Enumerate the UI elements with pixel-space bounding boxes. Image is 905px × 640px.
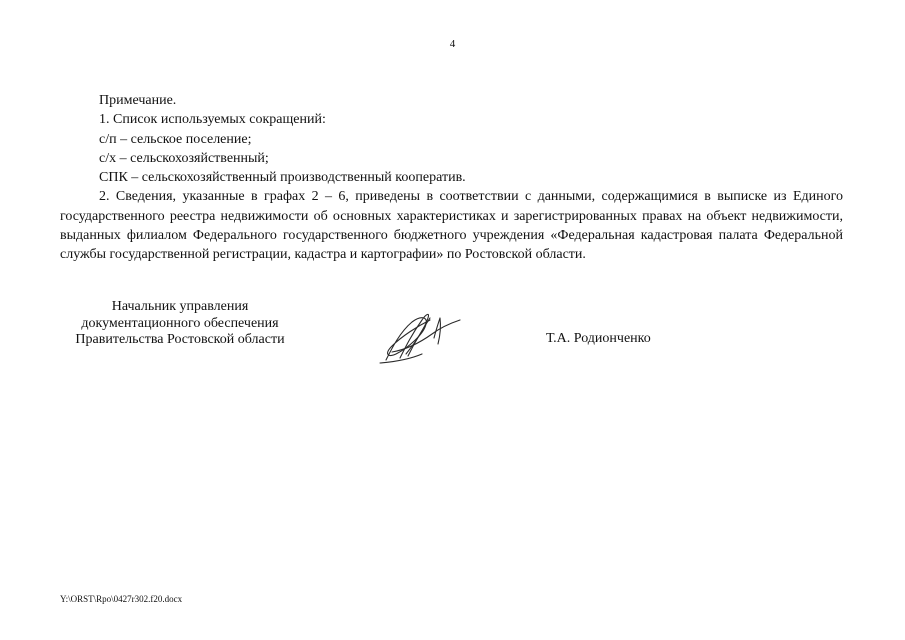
page-number: 4 <box>449 38 456 50</box>
position-line: Правительства Ростовской области <box>75 332 285 347</box>
position-line: Начальник управления <box>111 299 249 314</box>
abbreviation-item: с/х – сельскохозяйственный; <box>99 150 269 166</box>
notes-item-1: 1. Список используемых сокращений: <box>99 112 326 128</box>
notes-heading: Примечание. <box>99 93 177 108</box>
notes-section <box>60 91 843 265</box>
handwritten-signature <box>378 308 466 366</box>
signatory-position <box>60 299 300 349</box>
notes-item-2: 2. Сведения, указанные в графах 2 – 6, приведены в соответствии с данными, содержащимися в выписке из Единого государственного реестра недвижимости об основных характеристиках и зарегистрированных правах на объект недвижимости, выданных филиалом Федерального государственного бюджетного учреждения «Федеральная кадастровая палата Федеральной службы государственной регистрации, кадастра и картографии» по Ростовской области. <box>60 189 843 263</box>
abbreviation-item: с/п – сельское поселение; <box>99 131 252 147</box>
position-line: документационного обеспечения <box>81 315 279 331</box>
signer-name: Т.А. Родионченко <box>546 331 651 346</box>
file-path: Y:\ORST\Rpo\0427r302.f20.docx <box>60 594 183 604</box>
abbreviation-item: СПК – сельскохозяйственный производственный кооператив. <box>99 170 466 186</box>
